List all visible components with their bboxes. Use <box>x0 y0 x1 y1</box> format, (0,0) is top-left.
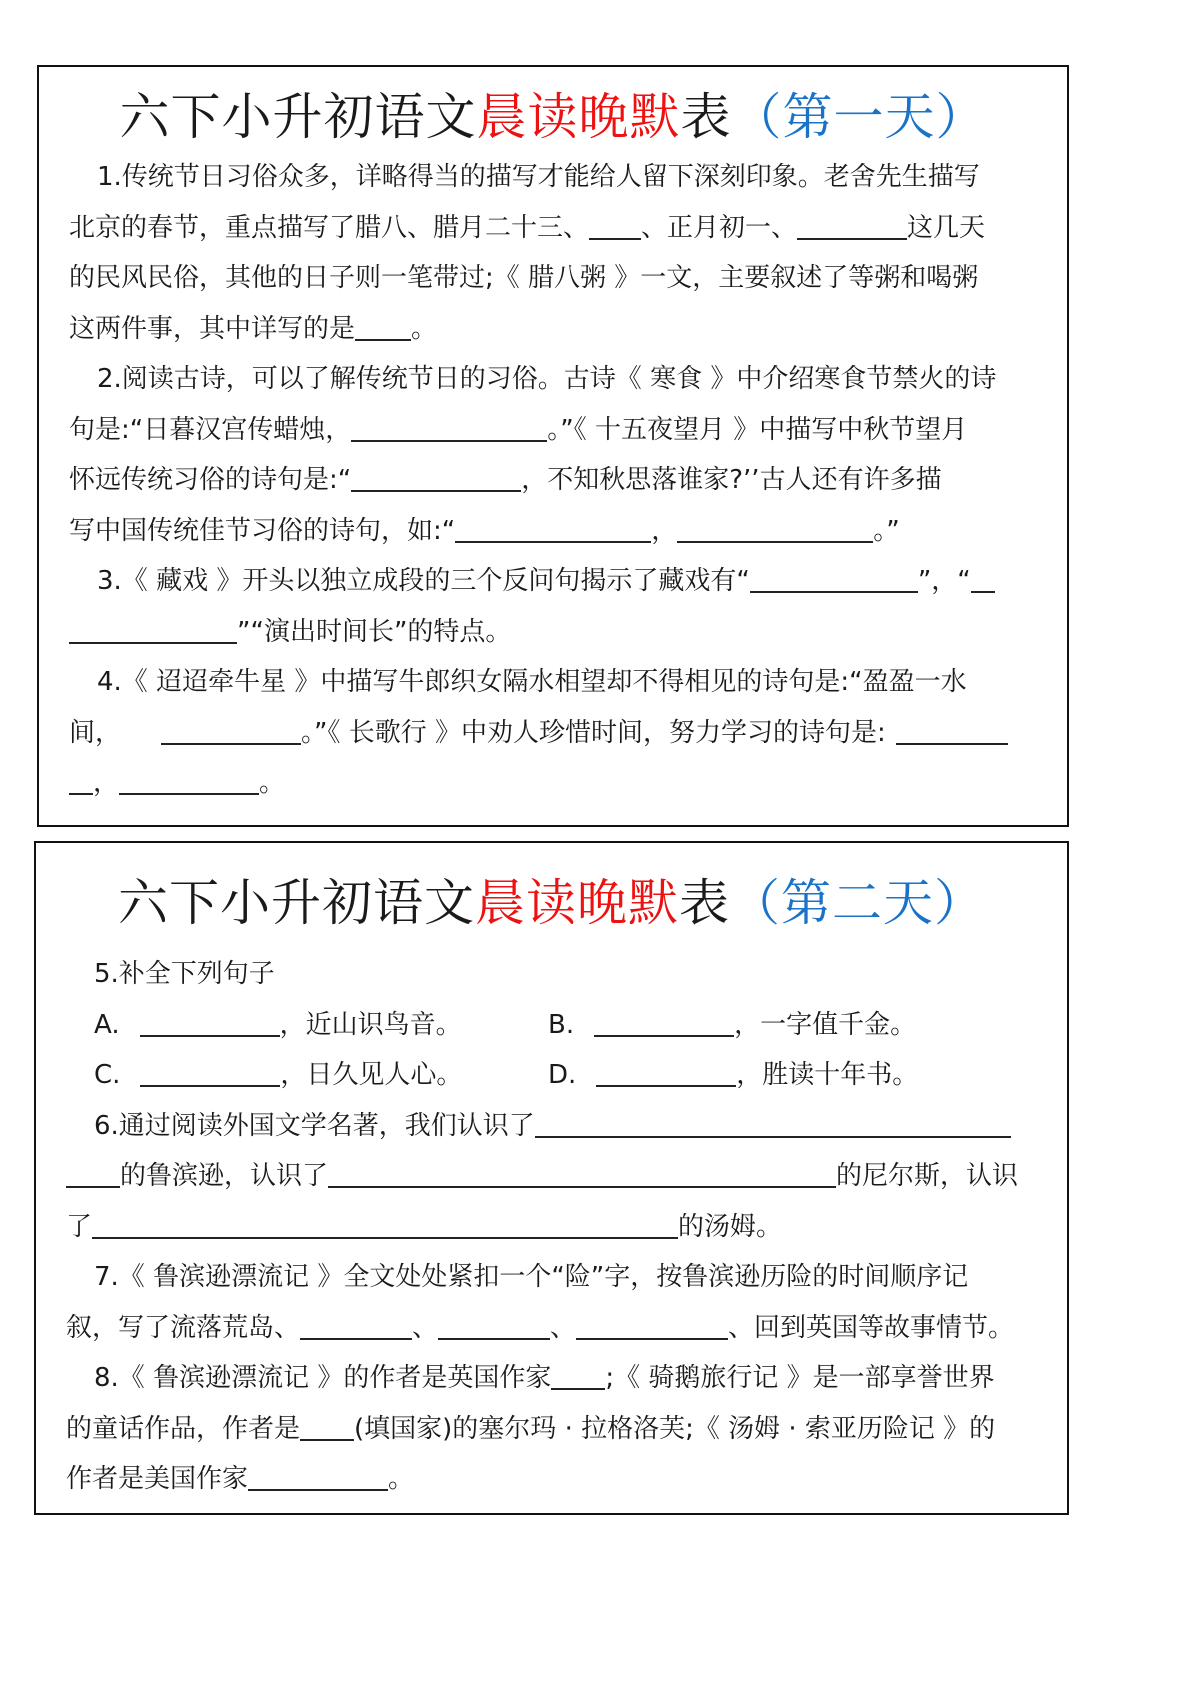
blank-field[interactable] <box>92 1207 678 1239</box>
option-label: B. <box>548 1009 575 1040</box>
q1-line-1 <box>69 152 1044 203</box>
text: 、正月初一、 <box>641 212 798 243</box>
text: 作者是美国作家 <box>66 1464 249 1494</box>
text: 3.《 藏戏 》开头以独立成段的三个反问句揭示了藏戏有“ <box>97 566 750 596</box>
text: ，日久见人心。 <box>280 1060 463 1090</box>
day-one-questions <box>69 152 1044 809</box>
text: 2.阅读古诗，可以了解传统节日的习俗。古诗《 寒食 》中介绍寒食节禁火的诗 <box>97 364 997 394</box>
blank-field[interactable] <box>677 511 873 543</box>
q2-line-1 <box>69 354 1044 405</box>
title-main: 六下小升初语文 <box>119 88 477 146</box>
text: ，近山识鸟音。 <box>279 1009 462 1040</box>
blank-field[interactable] <box>69 763 93 795</box>
title-day: （第一天） <box>731 88 987 146</box>
option-b <box>548 1000 916 1050</box>
title-highlight: 晨读晚默 <box>476 88 681 146</box>
q1-line-3 <box>69 253 1044 304</box>
blank-field[interactable] <box>248 1459 388 1491</box>
title-suffix: 表 <box>680 88 732 146</box>
q6-line-3 <box>66 1202 1041 1253</box>
q8-line-2 <box>66 1404 1041 1455</box>
blank-field[interactable] <box>535 1106 1011 1138</box>
q5-row-2 <box>66 1050 1041 1101</box>
q3-line-2 <box>69 607 1044 658</box>
blank-field[interactable] <box>594 1005 734 1037</box>
text: 7.《 鲁滨逊漂流记 》全文处处紧扣一个“险”字，按鲁滨逊历险的时间顺序记 <box>94 1262 969 1292</box>
day-two-questions <box>66 949 1041 1505</box>
blank-field[interactable] <box>551 1358 605 1390</box>
text: ”“演出时间长”的特点。 <box>237 616 512 647</box>
q4-line-2 <box>69 708 1044 759</box>
blank-field[interactable] <box>351 460 521 492</box>
blank-field[interactable] <box>161 713 301 745</box>
blank-field[interactable] <box>140 1005 280 1037</box>
text: ，不知秋思落谁家?’’古人还有许多描 <box>521 465 942 495</box>
q4-line-1 <box>69 657 1044 708</box>
option-c <box>94 1050 548 1100</box>
q1-line-4 <box>69 304 1044 355</box>
day-two-title <box>36 873 1067 933</box>
text: 、回到英国等故事情节。 <box>728 1312 1015 1343</box>
text: 。 <box>259 768 286 798</box>
text: 4.《 迢迢牵牛星 》中描写牛郎织女隔水相望却不得相见的诗句是:“盈盈一水 <box>97 667 967 697</box>
blank-field[interactable] <box>576 1308 728 1340</box>
blank-field[interactable] <box>438 1308 550 1340</box>
q5-row-1 <box>66 1000 1041 1051</box>
text: ，一字值千金。 <box>734 1009 917 1040</box>
option-label: D. <box>548 1060 577 1090</box>
q6-line-2 <box>66 1151 1041 1202</box>
text: 的鲁滨逊，认识了 <box>120 1161 329 1191</box>
text: 。”《 长歌行 》中劝人珍惜时间，努力学习的诗句是: <box>301 717 886 748</box>
text: 5.补全下列句子 <box>94 959 275 989</box>
text: ，胜读十年书。 <box>736 1060 919 1090</box>
text: 、 <box>412 1312 439 1343</box>
text: 8.《 鲁滨逊漂流记 》的作者是英国作家 <box>94 1363 552 1393</box>
q7-line-2 <box>66 1303 1041 1354</box>
q8-line-3 <box>66 1454 1041 1505</box>
text: (填国家)的塞尔玛 · 拉格洛芙;《 汤姆 · 索亚历险记 》的 <box>354 1413 996 1444</box>
option-a <box>94 1000 548 1050</box>
text: ;《 骑鹅旅行记 》是一部享誉世界 <box>605 1363 995 1393</box>
day-one-card <box>37 65 1069 827</box>
q2-line-2 <box>69 405 1044 456</box>
text: 。”《 十五夜望月 》中描写中秋节望月 <box>547 414 968 445</box>
text: 的尼尔斯，认识 <box>836 1161 1019 1191</box>
blank-field[interactable] <box>69 612 237 644</box>
blank-field[interactable] <box>66 1156 120 1188</box>
text: 的童话作品，作者是 <box>66 1413 301 1444</box>
q1-line-2 <box>69 203 1044 254</box>
blank-field[interactable] <box>355 309 411 341</box>
text: 。” <box>873 515 900 546</box>
text: 叙，写了流落荒岛、 <box>66 1312 301 1343</box>
text: 。 <box>411 313 438 344</box>
text: 了 <box>66 1211 93 1242</box>
blank-field[interactable] <box>351 410 547 442</box>
text: 1.传统节日习俗众多，详略得当的描写才能给人留下深刻印象。老舍先生描写 <box>97 162 980 192</box>
text: 这几天 <box>907 212 986 243</box>
blank-field[interactable] <box>596 1055 736 1087</box>
q6-line-1 <box>66 1101 1041 1152</box>
text: 的汤姆。 <box>678 1211 783 1242</box>
blank-field[interactable] <box>455 511 651 543</box>
option-label: A. <box>94 1009 120 1040</box>
blank-field[interactable] <box>896 713 1008 745</box>
option-label: C. <box>94 1060 121 1090</box>
blank-field[interactable] <box>589 208 641 240</box>
text: 写中国传统佳节习俗的诗句，如:“ <box>69 515 456 546</box>
q5-heading <box>66 949 1041 1000</box>
q2-line-3 <box>69 455 1044 506</box>
text: ”，“ <box>917 566 971 596</box>
text: 、 <box>550 1312 577 1343</box>
text: ， <box>651 515 678 546</box>
blank-field[interactable] <box>971 561 995 593</box>
blank-field[interactable] <box>797 208 907 240</box>
q8-line-1 <box>66 1353 1041 1404</box>
text: ， <box>93 768 120 798</box>
blank-field[interactable] <box>328 1156 836 1188</box>
text: 。 <box>388 1464 415 1494</box>
text: 6.通过阅读外国文学名著，我们认识了 <box>94 1110 535 1141</box>
option-d <box>548 1050 918 1100</box>
blank-field[interactable] <box>300 1308 412 1340</box>
text: 的民风民俗，其他的日子则一笔带过;《 腊八粥 》一文，主要叙述了等粥和喝粥 <box>69 263 979 293</box>
blank-field[interactable] <box>750 561 918 593</box>
q2-line-4 <box>69 506 1044 557</box>
text: 这两件事，其中详写的是 <box>69 313 356 344</box>
title-suffix: 表 <box>679 874 730 932</box>
blank-field[interactable] <box>300 1409 354 1441</box>
q7-line-1 <box>66 1252 1041 1303</box>
title-day: （第二天） <box>730 874 985 932</box>
day-one-title <box>39 87 1067 147</box>
text: 间， <box>69 717 122 748</box>
text: 北京的春节，重点描写了腊八、腊月二十三、 <box>69 212 590 243</box>
day-two-card <box>34 841 1069 1515</box>
q4-line-3 <box>69 758 1044 809</box>
title-main: 六下小升初语文 <box>118 874 475 932</box>
title-highlight: 晨读晚默 <box>475 874 679 932</box>
text: 句是:“日暮汉宫传蜡烛， <box>69 414 352 445</box>
q3-line-1 <box>69 556 1044 607</box>
blank-field[interactable] <box>119 763 259 795</box>
text: 怀远传统习俗的诗句是:“ <box>69 465 352 495</box>
blank-field[interactable] <box>140 1055 280 1087</box>
